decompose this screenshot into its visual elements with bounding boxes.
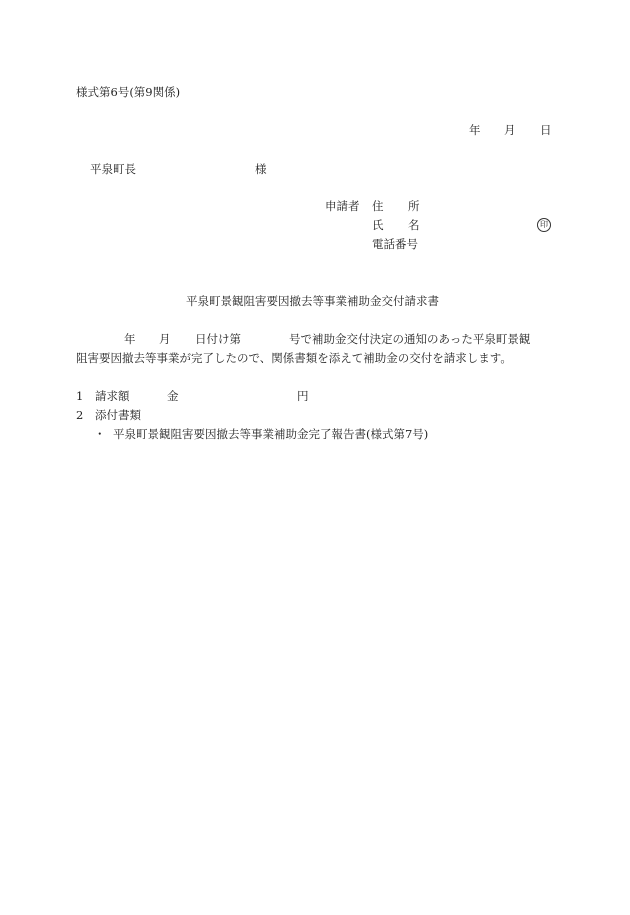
seal-icon: 印 <box>537 218 551 232</box>
applicant-label: 申請者 <box>325 199 360 213</box>
attachment-item: 平泉町景観阻害要因撤去等事業補助金完了報告書(様式第7号) <box>113 427 429 441</box>
body-line2: 阻害要因撤去等事業が完了したので、関係書類を添えて補助金の交付を請求します。 <box>76 351 512 365</box>
name-label-2: 名 <box>408 218 420 232</box>
address-label-2: 所 <box>408 199 420 213</box>
body-line1-rest: 号で補助金交付決定の通知のあった平泉町景観 <box>289 332 531 346</box>
body-year: 年 <box>124 332 136 346</box>
item-number: 2 <box>76 408 84 422</box>
item-label: 請求額 <box>95 389 130 403</box>
addressee-title: 平泉町長 <box>90 162 136 176</box>
body-dated-no: 日付け第 <box>195 332 241 346</box>
amount-prefix: 金 <box>167 389 179 403</box>
bullet-icon: ・ <box>94 427 106 441</box>
date-month: 月 <box>504 123 516 137</box>
date-year: 年 <box>469 123 481 137</box>
body-month: 月 <box>159 332 171 346</box>
item-number: 1 <box>76 389 84 403</box>
document-title: 平泉町景観阻害要因撤去等事業補助金交付請求書 <box>186 294 439 308</box>
addressee-honorific: 様 <box>255 162 267 176</box>
date-day: 日 <box>540 123 552 137</box>
phone-label: 電話番号 <box>372 237 418 251</box>
item-label: 添付書類 <box>95 408 141 422</box>
amount-unit: 円 <box>297 389 309 403</box>
form-label: 様式第6号(第9関係) <box>76 85 181 99</box>
name-label-1: 氏 <box>372 218 384 232</box>
address-label-1: 住 <box>372 199 384 213</box>
